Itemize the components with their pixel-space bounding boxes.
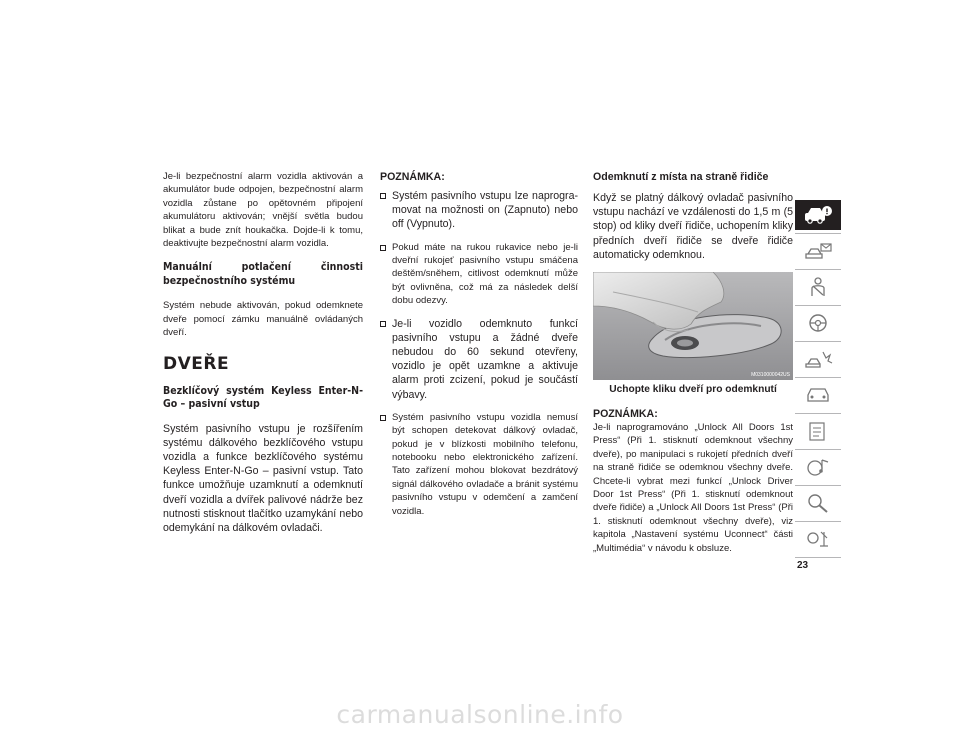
subheading-keyless: Bezklíčový systém Keyless Enter-N-Go – pasivní vstup (163, 384, 363, 411)
paragraph-alarm-battery: Je-li bezpečnostní alarm vozidla aktivován a akumulátor bude odpojen, bezpečnostní alarm vozidla zůstane po opětovném připojení akumulátoru aktivován; vnější světla budou blikat a bude znít houkačka. Dojde-li k tomu, deaktivujte bezpečnostní alarm vozidla. (163, 171, 363, 250)
phone-music-icon (802, 456, 834, 478)
figure-id: M0310000042US (751, 372, 790, 379)
list-item-text: Systém pasivního vstupu vozidla nemusí být schopen detekovat dálkový ovladač, pokud je v blízkosti mobilního telefonu, notebooku nebo elektronického zařízení. Tato zařízení mohou blokovat bezdrátový signál dálkového ovladače a bránit systému pasivního vstupu v odemčení a zamčení vozidla. (392, 411, 578, 517)
checkbox-bullet-icon (380, 321, 386, 327)
list-item-text: Pokud máte na rukou rukavice nebo je-li dveřní rukojeť pasivního vstupu smáčena deštěm/sněhem, citlivost odemknutí může být ovlivněna, což má za následek delší dobu odezvy. (392, 241, 578, 307)
note-text: Je-li naprogramováno „Unlock All Doors 1st Press“ (Při 1. stisknutí odemknout všechny dveře), po manipulaci s rukojetí předních dveří na straně řidiče se odemknou všechny dveře. Chcete-li vybrat mezi funkcí „Unlock Driver Door 1st Press“ (Při 1. stisknutí odemknout dveře řidiče) a „Unlock All Doors 1st Press“ (Při 1. stisknutí odemknout všechny dveře), viz kapitola „Nastavení systému Uconnect“ části „Multimédia“ v návodu k obsluze. (593, 422, 793, 554)
magnifier-icon (802, 492, 834, 514)
seatbelt-icon (802, 276, 834, 298)
paragraph-manual-override: Systém nebude aktivován, pokud odemknete dveře pomocí zámku manuálně ovládaných dveří. (163, 300, 363, 339)
tab-specifications[interactable] (795, 416, 841, 446)
tab-starting[interactable] (795, 308, 841, 338)
checkbox-bullet-icon (380, 245, 386, 251)
tab-controls[interactable] (795, 236, 841, 266)
steering-wheel-icon (802, 312, 834, 334)
section-heading: Odemknutí z místa na straně řidiče (593, 171, 769, 183)
tab-servicing[interactable] (795, 380, 841, 410)
list-item-text: Systém pasivního vstupu lze naprogra-movat na možnosti on (Zapnuto) nebo off (Vypnuto). (392, 190, 578, 231)
car-front-icon (802, 384, 834, 406)
subheading-manual-override: Manuální potlačení činnosti bezpečnostního systému (163, 261, 363, 287)
car-info-icon (802, 204, 834, 226)
tab-index[interactable] (795, 524, 841, 554)
note-heading: POZNÁMKA: (593, 408, 658, 421)
column-3 (593, 170, 793, 555)
tab-getting-started[interactable] (795, 200, 841, 230)
checkbox-bullet-icon (380, 415, 386, 421)
page-number: 23 (797, 560, 809, 571)
chapter-title: DVEŘE (163, 353, 230, 374)
figure-caption: Uchopte kliku dveří pro odemknutí (609, 384, 777, 396)
tab-multimedia[interactable] (795, 452, 841, 482)
door-handle-photo (593, 272, 793, 380)
paragraph-driver-unlock: Když se platný dálkový ovladač pasivního vstupu nachází ve vzdálenosti do 1,5 m (5 stop) od kliky dveří řidiče, uchopením kliky předních dveří řidiče se dveře řidiče automaticky odemknou. (593, 192, 793, 261)
list-item (380, 317, 578, 402)
column-1 (163, 170, 363, 535)
wrench-list-icon (802, 420, 834, 442)
tab-customer-assistance[interactable] (795, 488, 841, 518)
list-item-text: Je-li vozidlo odemknuto funkcí pasivního vstupu a žádné dveře nebudou do 60 sekund otevřeny, vozidlo je opět uzamkne a aktivuje alarm proti zcizení, pokud je součástí výbavy. (392, 317, 578, 401)
tools-icon (802, 528, 834, 550)
car-mail-icon (802, 240, 834, 262)
list-item (380, 241, 578, 308)
list-item (380, 189, 578, 232)
note-list (380, 189, 578, 518)
tab-safety[interactable] (795, 272, 841, 302)
door-handle-illustration (593, 272, 793, 380)
crash-icon (802, 348, 834, 370)
chapter-tabs (795, 200, 841, 560)
tab-emergencies[interactable] (795, 344, 841, 374)
checkbox-bullet-icon (380, 193, 386, 199)
column-2 (380, 170, 578, 518)
note-heading: POZNÁMKA: (380, 171, 445, 183)
paragraph-keyless: Systém pasivního vstupu je rozšířením systému dálkového bezklíčového vstupu vozidla a funkce bezklíčového systému Keyless Enter-N-Go – pasivní vstup. Tato funkce umožňuje uzamknutí a odemknutí dveří vozidla a dvířek palivové nádrže bez nutnosti stisknout tlačítko uzamykání nebo odemykání na dálkovém ovladači. (163, 422, 363, 535)
list-item (380, 411, 578, 518)
watermark: carmanualsonline.info (336, 700, 624, 729)
